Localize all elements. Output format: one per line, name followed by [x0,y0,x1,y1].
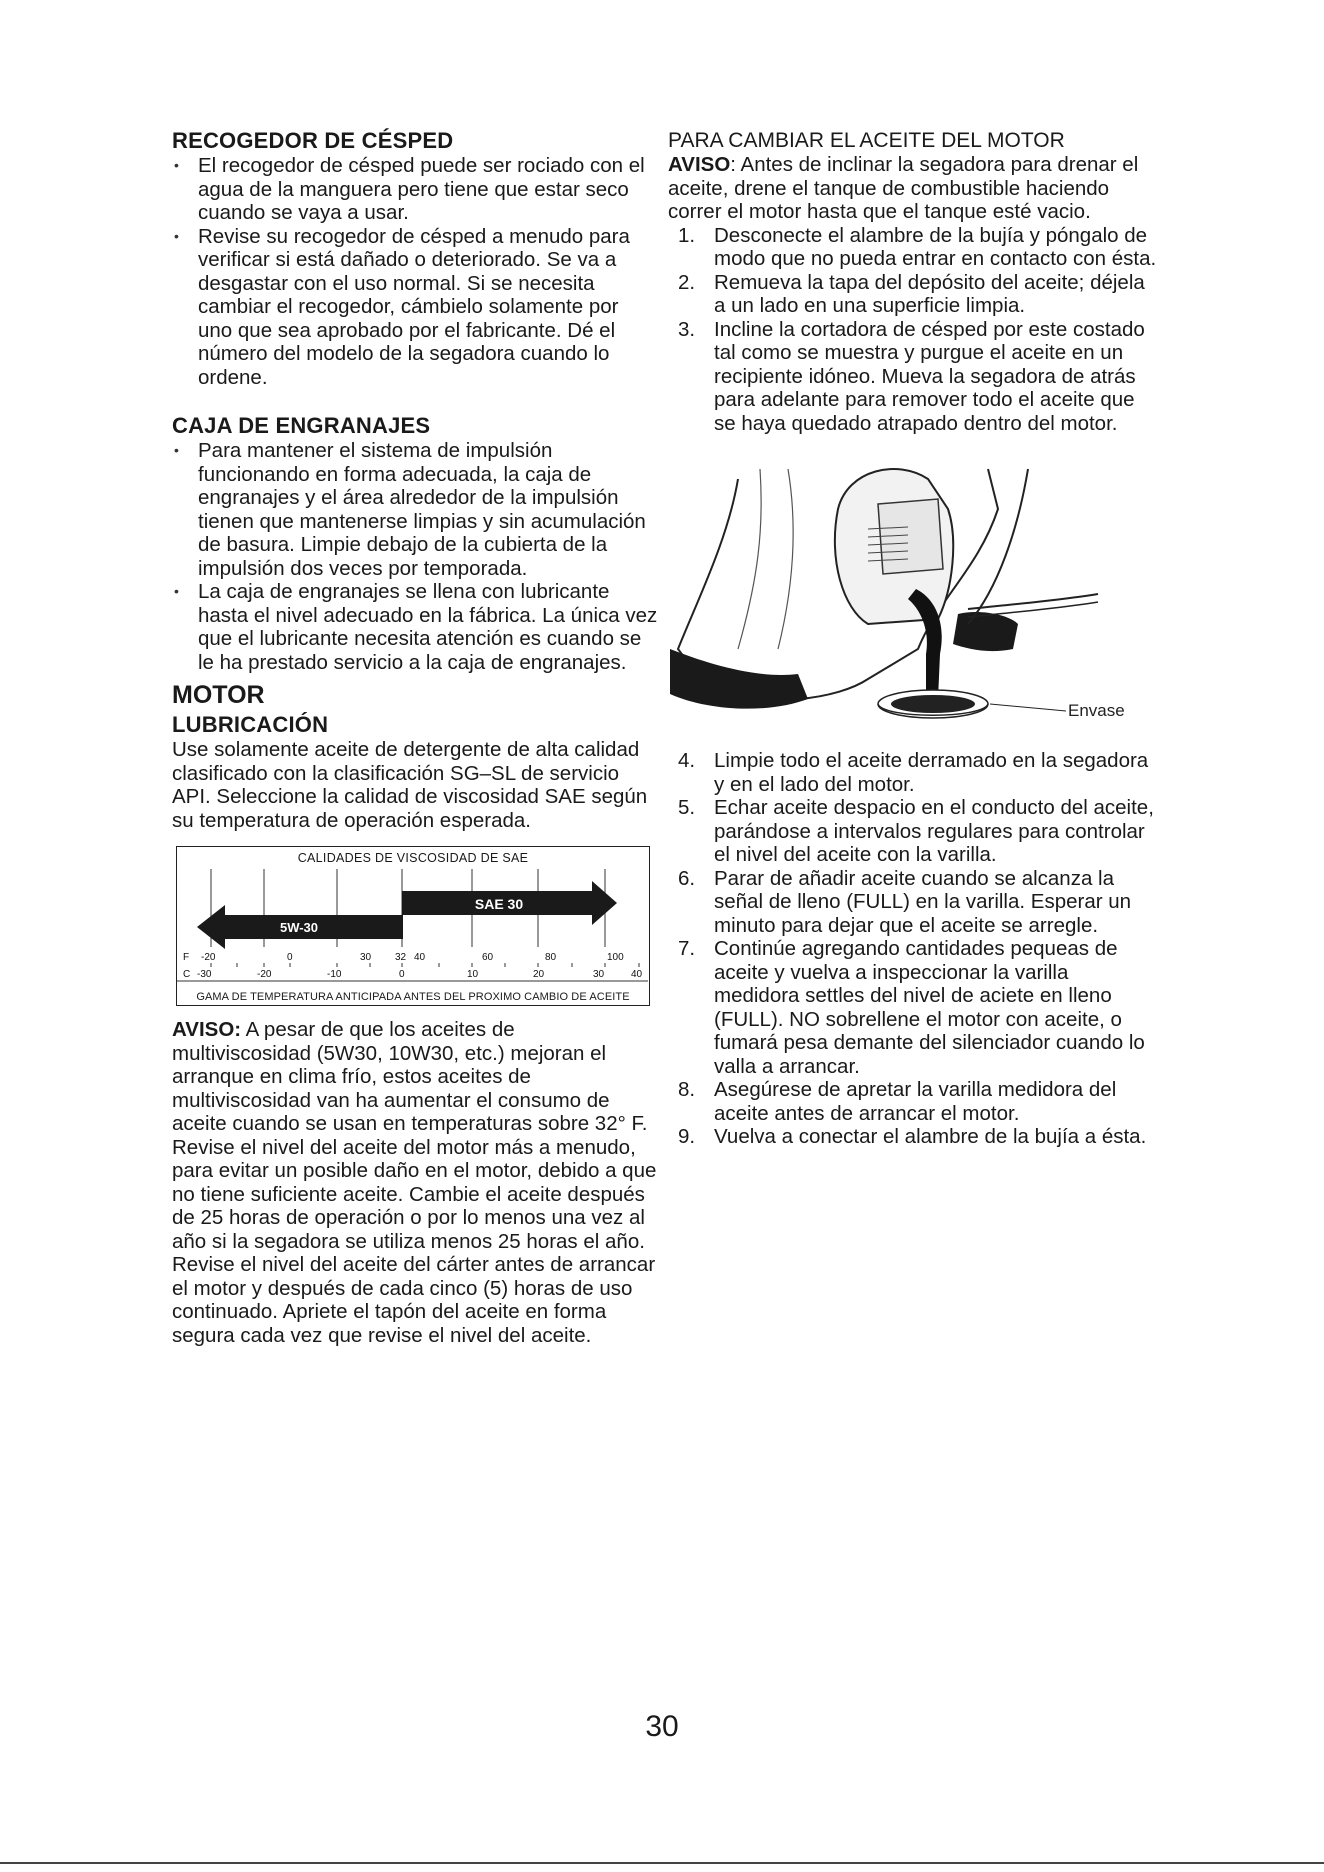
step-text: Limpie todo el aceite derramado en la segadora y en el lado del motor. [714,749,1149,796]
step-text: Desconecte el alambre de la bujía y póngalo de modo que no pueda entrar en contacto con ésta. [714,223,1157,270]
c-tick: -20 [257,969,272,980]
f-tick: -20 [201,952,216,963]
sae30-label: SAE 30 [474,896,524,912]
bottom-rule [0,1862,1324,1864]
c-tick: 30 [593,969,605,980]
step-number: 3. [678,317,696,341]
oil-change-heading: PARA CAMBIAR EL ACEITE DEL MOTOR [668,129,1065,152]
motor-heading: MOTOR [172,681,265,709]
c-tick: 10 [467,969,479,980]
list-item: • Para mantener el sistema de impulsión funcionando en forma adecuada, la caja de engranajes y el área alrededor de la impulsión tienen que mantenerse limpias y sin acumulación de basura. Limpie debajo de la cubierta de la impulsión dos veces por temporada. [172,439,658,580]
step-text: Parar de añadir aceite cuando se alcanza la señal de lleno (FULL) en la varilla. Esperar un minuto para dejar que el aceite se arregle. [714,866,1132,937]
container-label: Envase [1068,701,1125,720]
step-text: Asegúrese de apretar la varilla medidora del aceite antes de arrancar el motor. [714,1078,1117,1125]
c-tick: 20 [533,969,545,980]
c-tick: 40 [631,969,643,980]
steps-list-a [668,224,1158,436]
notice-text: A pesar de que los aceites de multiviscosidad (5W30, 10W30, etc.) mejoran el arranque en clima frío, estos aceites de multiviscosidad van ha aumentar el consumo de aceite cuando se usan en temperaturas sobre 32° F. Revise el nivel del aceite del motor más a menudo, para evitar un posible daño en el motor, debido a que no tiene suficiente aceite. Cambie el aceite después de 25 horas de operación o por lo menos una vez al año si la segadora se utiliza menos 25 horas el año. Revise el nivel del aceite del cárter antes de arrancar el motor y después de cada cinco (5) horas de uso continuado. Apriete el tapón del aceite en forma segura cada vez que revise el nivel del aceite. [172,1018,657,1347]
notice-label: AVISO [668,153,731,176]
gearbox-heading: CAJA DE ENGRANAJES [172,413,431,438]
oil-change-notice [668,153,1158,224]
lubrication-heading: LUBRICACIÓN [172,712,329,737]
notice-paragraph [172,1018,658,1347]
notice-label: AVISO: [172,1018,242,1041]
list-item [668,749,1158,796]
gearbox-list [172,439,658,674]
list-item: • La caja de engranajes se llena con lubricante hasta el nivel adecuado en la fábrica. La única vez que el lubricante necesita atención es cuando se le ha prestado servicio a la caja de engranajes. [172,580,658,674]
lubrication-text: Use solamente aceite de detergente de alta calidad clasificado con la clasificación SG–SL de servicio API. Seleccione la calidad de viscosidad SAE según su temperatura de operación esperada. [172,738,648,832]
list-item [668,937,1158,1078]
f-tick: 30 [360,952,372,963]
list-item [668,1125,1158,1149]
right-column [668,128,1158,1149]
grass-catcher-list [172,154,658,389]
step-number: 9. [678,1125,696,1148]
f-tick: 80 [545,952,557,963]
f-axis-label: F [183,952,190,963]
oil-drain-illustration [668,449,1158,739]
f-tick: 40 [414,952,426,963]
steps-list-b [668,749,1158,1149]
step-number: 8. [678,1078,696,1101]
grass-catcher-heading: RECOGEDOR DE CÉSPED [172,128,454,153]
viscosity-chart [176,846,650,1006]
notice-text: : Antes de inclinar la segadora para drenar el aceite, drene el tanque de combustible haciendo correr el motor hasta que el tanque esté vacio. [668,153,1139,223]
step-number: 2. [678,270,696,294]
viscosity-chart-footer: GAMA DE TEMPERATURA ANTICIPADA ANTES DEL PROXIMO CAMBIO DE ACEITE [196,991,630,1003]
f-tick: 32 [395,952,407,963]
list-item [668,224,1158,271]
list-item [668,1078,1158,1125]
list-item: • El recogedor de césped puede ser rociado con el agua de la manguera pero tiene que estar seco cuando se vaya a usar. [172,154,658,225]
step-number: 4. [678,749,696,772]
page-number: 30 [645,1710,679,1743]
f-tick: 0 [287,952,293,963]
step-number: 5. [678,796,696,819]
c-tick: -30 [197,969,212,980]
list-item [668,796,1158,867]
viscosity-chart-graphic [177,869,648,987]
step-number: 6. [678,866,696,890]
left-column [172,128,658,1347]
list-item [668,318,1158,436]
step-number: 7. [678,937,696,960]
c-tick: 0 [399,969,405,980]
list-item: • Revise su recogedor de césped a menudo para verificar si está dañado o deteriorado. Se va a desgastar con el uso normal. Si se necesita cambiar el recogedor, cámbielo solamente por uno que sea aprobado por el fabricante. Dé el número del modelo de la segadora cuando lo ordene. [172,225,658,390]
f-tick: 60 [482,952,494,963]
step-number: 1. [678,223,696,247]
5w30-label: 5W-30 [279,920,319,935]
step-text: Echar aceite despacio en el conducto del aceite, parándose a intervalos regulares para controlar el nivel del aceite con la varilla. [714,796,1154,866]
step-text: Remueva la tapa del depósito del aceite; déjela a un lado en una superficie limpia. [714,270,1145,317]
f-tick: 100 [607,952,624,963]
viscosity-chart-title: CALIDADES DE VISCOSIDAD DE SAE [297,851,529,865]
list-item [668,271,1158,318]
step-text: Incline la cortadora de césped por este costado tal como se muestra y purgue el aceite en un recipiente idóneo. Mueva la segadora de atrás para adelante para remover todo el aceite que se haya quedado atrapado dentro del motor. [714,317,1145,435]
list-item [668,867,1158,938]
c-axis-label: C [183,969,191,980]
step-text: Continúe agregando cantidades pequeas de aceite y vuelva a inspeccionar la varilla medidora settles del nivel de aciete en lleno (FULL). NO sobrellene el motor con aceite, o fumará pesa demante del silenciador cuando lo valla a arrancar. [714,937,1145,1078]
step-text: Vuelva a conectar el alambre de la bujía a ésta. [714,1125,1147,1148]
c-tick: -10 [327,969,342,980]
